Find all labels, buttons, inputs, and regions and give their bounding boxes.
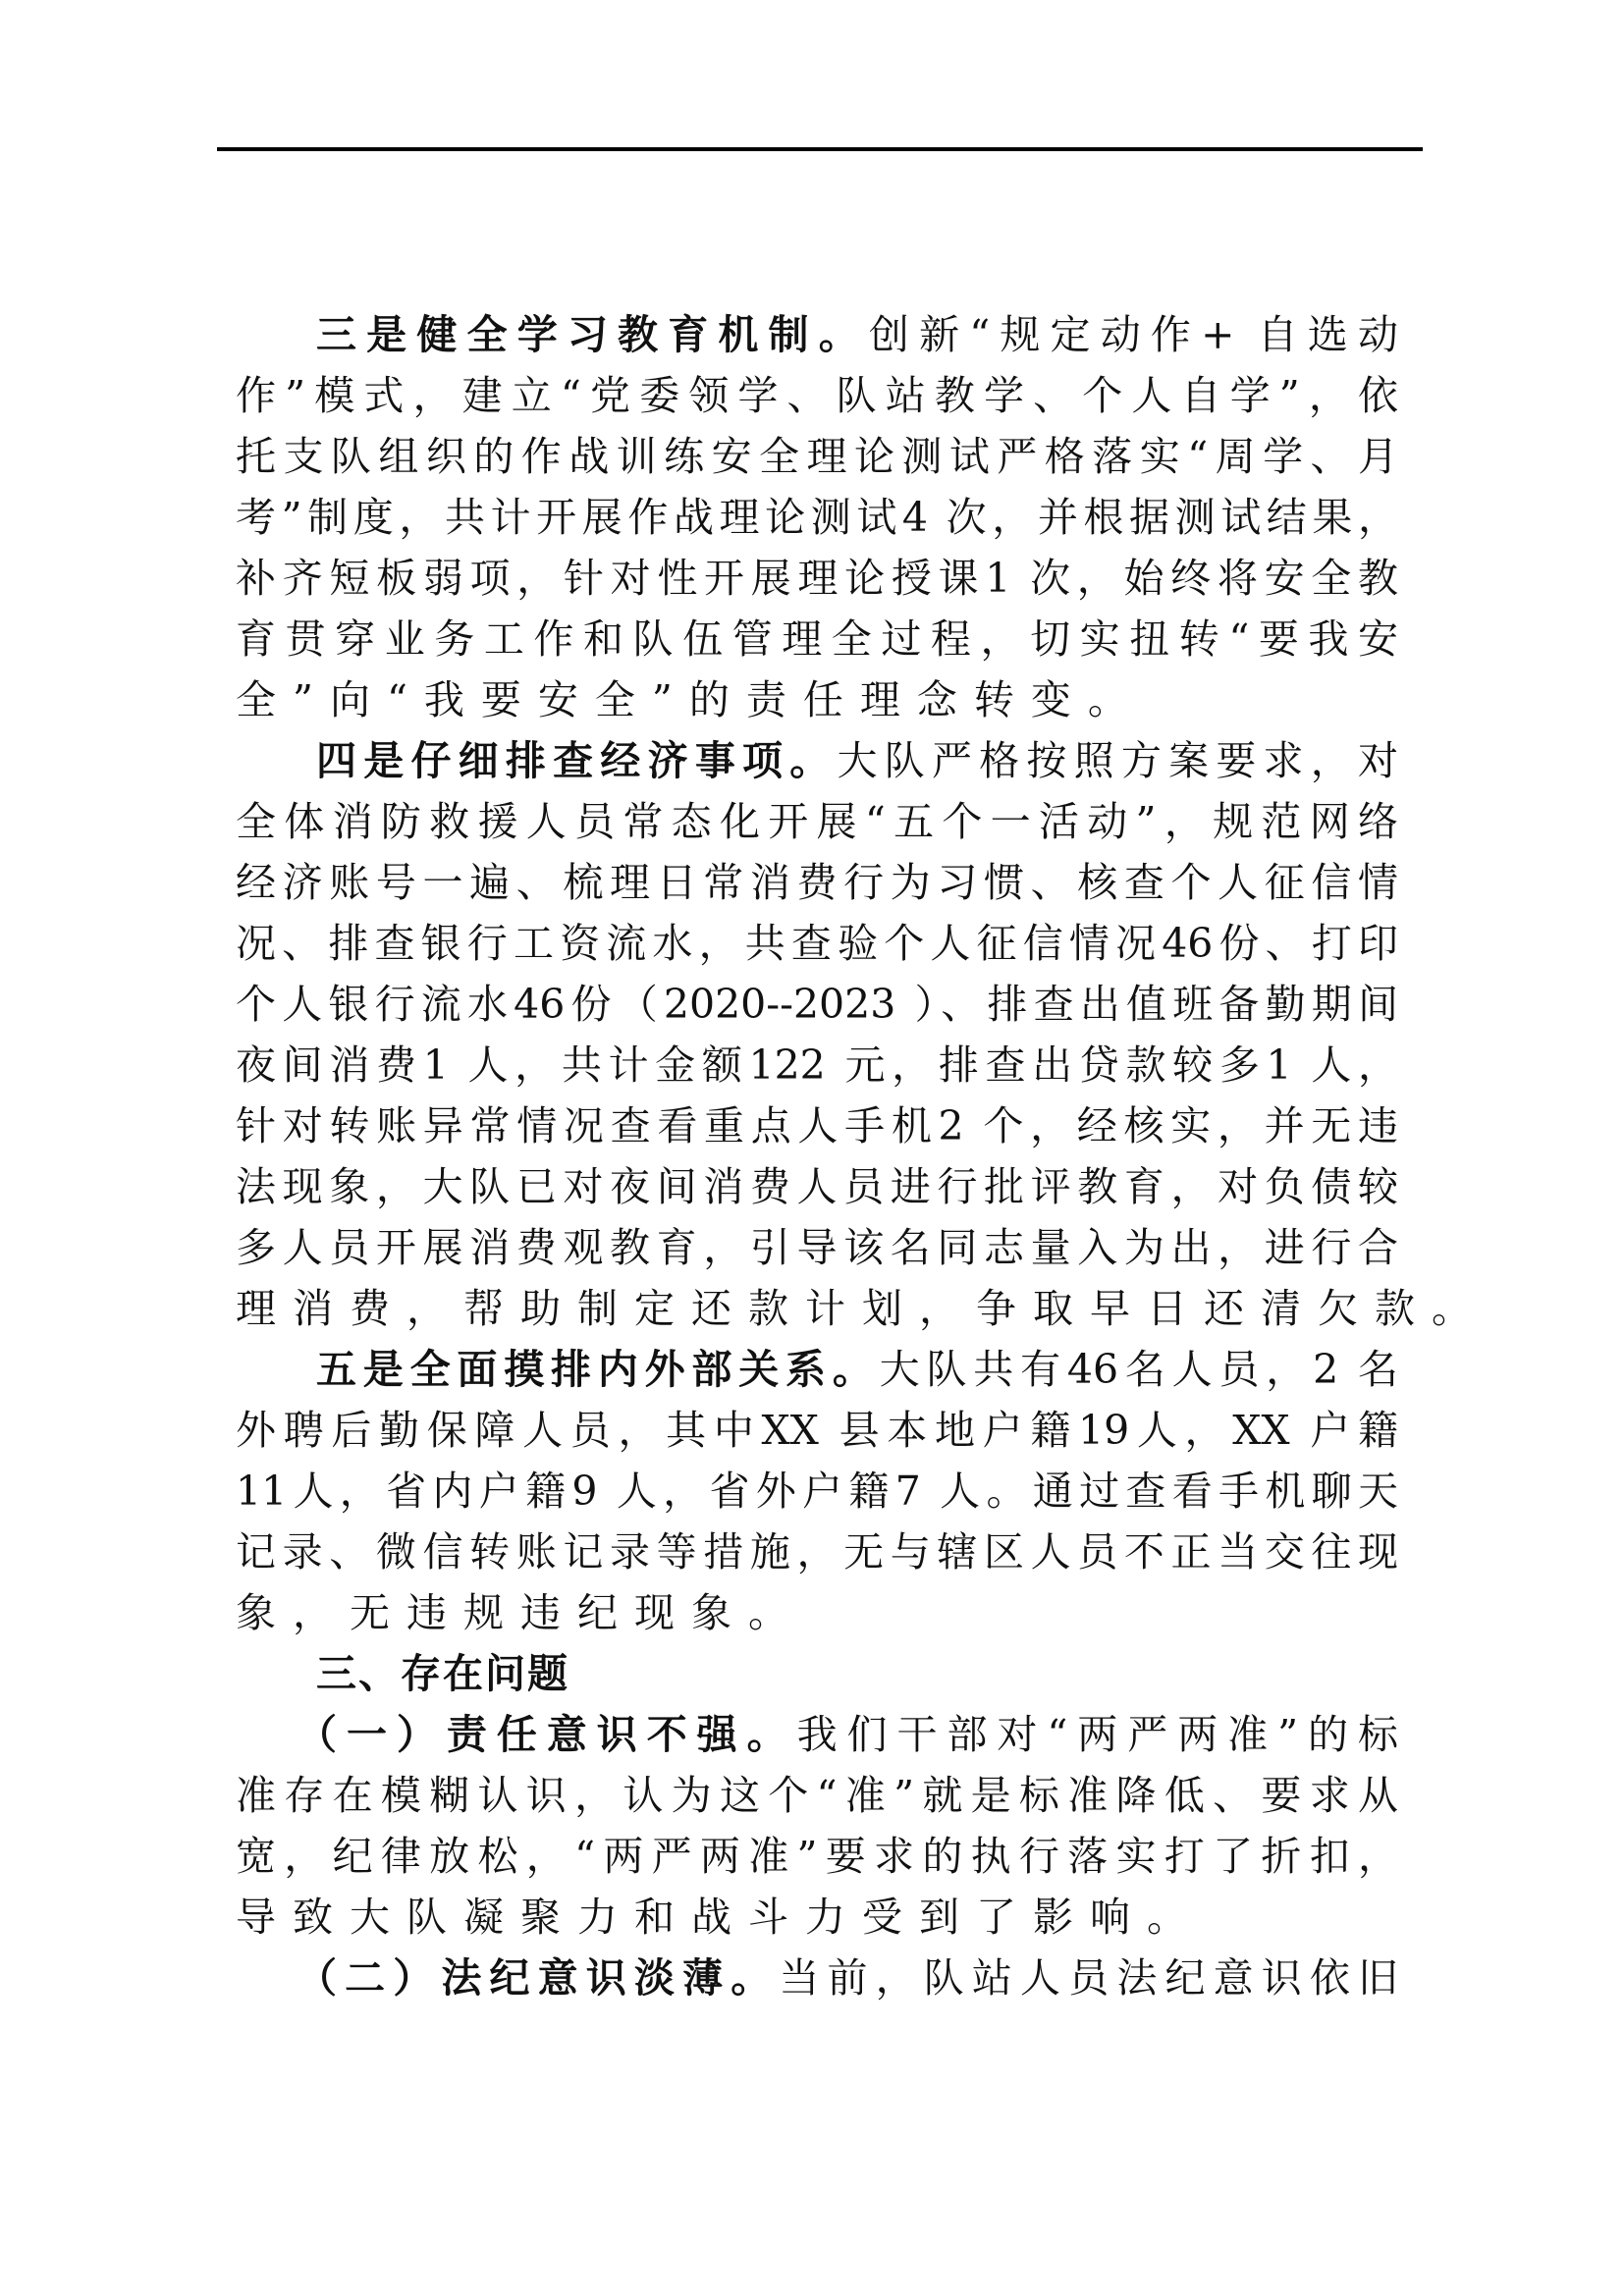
text-line: 况、排查银行工资流水，共查验个人征信情况46份、打印 [236,920,1398,967]
text-line: 导致大队凝聚力和战斗力受到了影响。 [236,1894,1204,1941]
paragraph-lead: 五是全面摸排内外部关系。 [316,1346,880,1393]
text-line: 当前，队站人员法纪意识依旧 [779,1954,1399,2002]
text-line: 象，无违规违纪现象。 [236,1589,805,1636]
text-line: 我们干部对“两严两准”的标 [796,1711,1399,1758]
text-line: 宽，纪律放松，“两严两准”要求的执行落实打了折扣， [236,1833,1398,1880]
text-line: 托支队组织的作战训练安全理论测试严格落实“周学、月 [236,433,1398,480]
paragraph-lead: 三是健全学习教育机制。 [316,311,869,358]
text-line: 个人银行流水46份（2020--2023 ）、排查出值班备勤期间 [236,981,1398,1028]
text-line: 针对转账异常情况查看重点人手机2 个，经核实，并无违 [236,1102,1398,1149]
text-line: 外聘后勤保障人员，其中XX 县本地户籍19人，XX 户籍 [236,1407,1398,1454]
text-line: 考”制度，共计开展作战理论测试4 次，并根据测试结果， [236,494,1398,541]
text-line: 育贯穿业务工作和队伍管理全过程，切实扭转“要我安 [236,615,1398,663]
issue-lead: （二）法纪意识淡薄。 [297,1954,780,2002]
text-line: 经济账号一遍、梳理日常消费行为习惯、核查个人征信情 [236,859,1398,906]
text-line: 作”模式，建立“党委领学、队站教学、个人自学”，依 [236,372,1398,419]
issue-responsibility [236,1704,1398,1948]
text-line: 全”向“我要安全”的责任理念转变。 [236,676,1145,723]
text-line: 记录、微信转账记录等措施，无与辖区人员不正当交往现 [236,1528,1398,1575]
text-line: 夜间消费1 人，共计金额122 元，排查出贷款较多1 人， [236,1041,1398,1089]
paragraph-relations-check [236,1339,1398,1643]
paragraph-economic-check [236,730,1489,1339]
paragraph-first-line [236,730,1398,791]
text-line: 法现象，大队已对夜间消费人员进行批评教育，对负债较 [236,1163,1398,1210]
text-line: 补齐短板弱项，针对性开展理论授课1 次，始终将安全教 [236,555,1398,602]
paragraph-first-line [236,1339,1398,1400]
document-body [236,304,1489,2008]
text-line: 大队严格按照方案要求，对 [837,737,1398,784]
paragraph-first-line [236,1948,1398,2008]
text-line: 准存在模糊认识，认为这个“准”就是标准降低、要求从 [236,1772,1398,1819]
header-rule [217,147,1423,151]
text-line: 全体消防救援人员常态化开展“五个一活动”，规范网络 [236,798,1398,845]
text-line: 创新“规定动作+ 自选动 [868,311,1398,358]
issue-lead: （一）责任意识不强。 [297,1711,797,1758]
text-line: 理消费，帮助制定还款计划，争取早日还清欠款。 [236,1285,1489,1332]
paragraph-lead: 四是仔细排查经济事项。 [316,737,838,784]
text-line: 11人，省内户籍9 人，省外户籍7 人。通过查看手机聊天 [236,1468,1398,1515]
paragraph-learning-mechanism [236,304,1398,730]
paragraph-first-line [236,304,1398,365]
text-line: 大队共有46名人员，2 名 [879,1346,1398,1393]
paragraph-first-line [236,1704,1398,1765]
section-heading: 三、存在问题 [316,1650,569,1697]
issue-discipline [236,1948,1398,2008]
text-line: 多人员开展消费观教育，引导该名同志量入为出，进行合 [236,1224,1398,1271]
